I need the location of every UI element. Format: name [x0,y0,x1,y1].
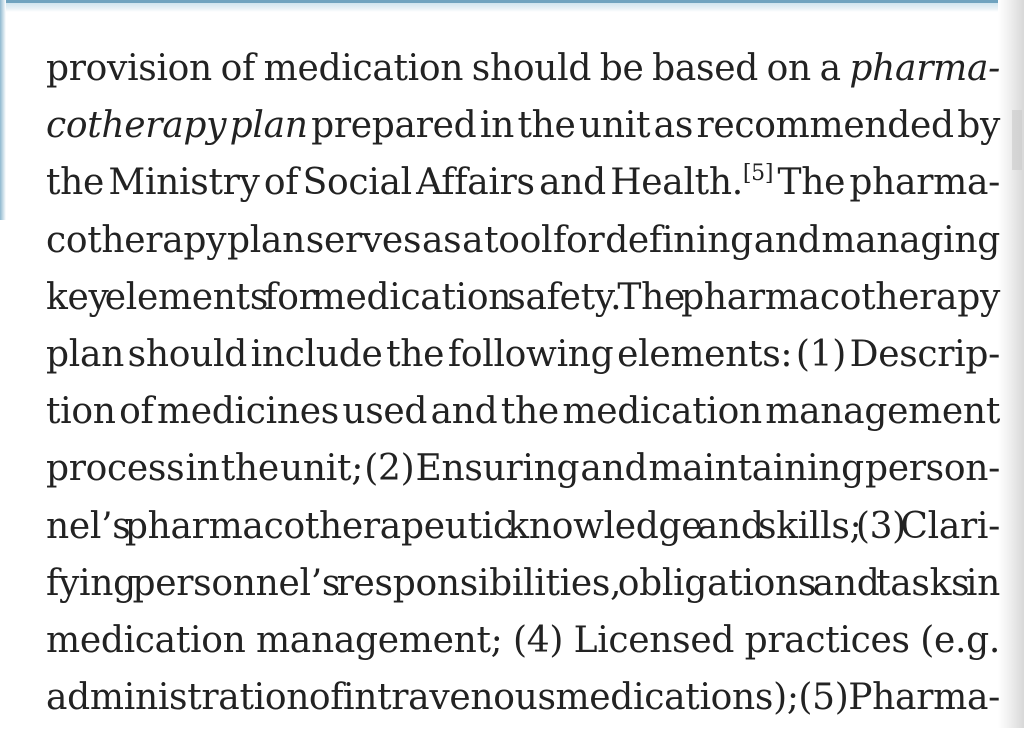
reference-superscript: [5] [742,161,774,187]
text-line-12: administration of intravenous medications); (5) Pharma- [46,677,1000,719]
text-line-3 [46,154,1000,211]
text-line-4: cotherapy plan serves as a tool for defining and managing [46,219,1000,261]
text-line-11: medication management; (4) Licensed practices (e.g. [46,619,1000,661]
text-line-6: plan should include the following elements: (1) Descrip- [46,333,1000,375]
italic-term: pharma- [849,48,1000,89]
page-right-shade [1012,110,1022,170]
text-line-2 [46,97,1000,154]
text-segment: The pharma- [773,162,1000,204]
window-left-edge [0,0,6,220]
text-line-5: key elements for medication safety. The pharmacotherapy [46,276,1000,318]
text-line-7: tion of medicines used and the medication management [46,391,1000,433]
italic-term: cotherapy plan [46,105,308,147]
text-line-8: process in the unit; (2) Ensuring and maintaining person- [46,448,1000,490]
text-line-9: nel’s pharmacotherapeutic knowledge and skills; (3) Clari- [46,505,1000,547]
text-segment: provision of medication should be based on a [46,48,850,89]
text-line-10: fying personnel’s responsibilities, obligations and tasks in [46,562,1000,604]
window-top-edge [0,0,1024,12]
text-line-1 [46,40,1000,97]
body-paragraph [46,40,1000,726]
text-segment: prepared in the unit as recommended by [307,105,1000,147]
page-bottom-cutoff [0,728,1024,744]
text-segment: the Ministry of Social Affairs and Health. [46,162,743,204]
